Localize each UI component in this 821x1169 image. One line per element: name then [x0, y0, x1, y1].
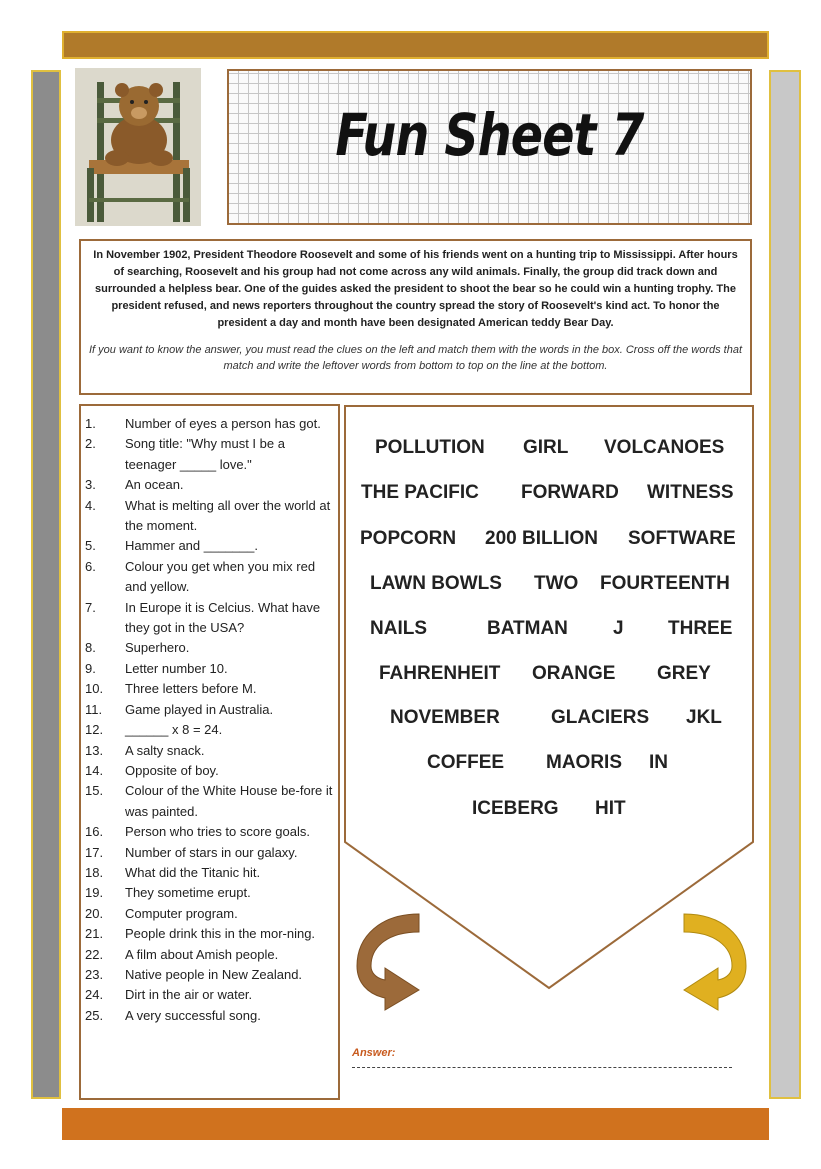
bottom-decor-bar [62, 1108, 769, 1140]
word-item: 200 BILLION [485, 528, 598, 549]
clue-text: Opposite of boy. [125, 762, 219, 778]
clue-item [85, 843, 334, 863]
clue-text: Number of eyes a person has got. [125, 416, 321, 431]
clue-number: 13. [85, 742, 104, 758]
clue-item [85, 822, 334, 842]
clue-item [85, 761, 334, 781]
clue-item [85, 475, 334, 495]
curved-arrow-right-icon [343, 910, 423, 1018]
clue-item [85, 945, 334, 965]
word-item: GREY [657, 663, 711, 684]
word-item: GIRL [523, 437, 569, 458]
clue-item [85, 985, 334, 1005]
clue-item [85, 1006, 334, 1026]
clue-text: A salty snack. [125, 742, 205, 758]
clue-number: 3. [85, 477, 96, 493]
word-box [343, 404, 755, 844]
clue-number: 16. [85, 824, 104, 840]
word-item: FOURTEENTH [600, 573, 730, 594]
clue-text: Colour you get when you mix red and yellow. [125, 558, 316, 595]
clue-number: 19. [85, 885, 104, 901]
word-item: FAHRENHEIT [379, 663, 501, 684]
clue-text: Dirt in the air or water. [125, 987, 253, 1003]
clue-number: 4. [85, 497, 96, 513]
clue-text: Three letters before M. [125, 681, 257, 697]
word-item: FORWARD [521, 482, 619, 503]
right-decor-bar [769, 70, 801, 1099]
clue-text: Superhero. [125, 640, 190, 656]
word-item: THE PACIFIC [361, 482, 479, 503]
word-item: JKL [686, 707, 722, 728]
clue-text: Letter number 10. [125, 660, 228, 676]
teddy-bear-on-chair-icon [75, 68, 201, 226]
clue-text: What is melting all over the world at the moment. [125, 497, 331, 534]
word-item: NAILS [370, 618, 427, 639]
answer-line[interactable] [352, 1067, 732, 1068]
clue-item [85, 741, 334, 761]
clue-item [85, 863, 334, 883]
answer-label: Answer: [352, 1047, 396, 1059]
title-box [227, 69, 752, 225]
clue-item [85, 720, 334, 740]
left-decor-bar [31, 70, 61, 1099]
clue-number: 14. [85, 762, 104, 778]
clue-item [85, 965, 334, 985]
clue-number: 18. [85, 864, 104, 880]
clue-text: Hammer and _______. [125, 538, 258, 554]
clue-item [85, 904, 334, 924]
clue-text: Song title: "Why must I be a teenager _____ love." [125, 436, 285, 472]
word-item: ORANGE [532, 663, 616, 684]
clue-item [85, 496, 334, 537]
clue-number: 24. [85, 987, 104, 1003]
clue-number: 25. [85, 1007, 104, 1023]
teddy-bear-photo [75, 68, 201, 226]
word-item: COFFEE [427, 752, 505, 773]
word-item: NOVEMBER [390, 707, 500, 728]
clue-text: An ocean. [125, 477, 184, 493]
word-item: MAORIS [546, 752, 622, 773]
story-text: In November 1902, President Theodore Roosevelt and some of his friends went on a hunting trip to Mississippi. After hours of searching, Roosevelt and his group had not come across any wild animals. Finally, the group did track down and surrounded a helpless bear. One of the guides asked the president to shoot the bear so he could win a hunting trophy. The president refused, and news reporters throughout the country spread the story of Roosevelt's kind act. To honor the president a day and month have been designated American teddy Bear Day. [93, 249, 738, 329]
clue-item [85, 659, 334, 679]
word-item: VOLCANOES [604, 437, 725, 458]
clue-number: 22. [85, 946, 104, 962]
clue-text: What did the Titanic hit. [125, 864, 261, 880]
clue-item [85, 679, 334, 699]
page-title: Fun Sheet 7 [335, 101, 644, 169]
clue-text: Person who tries to score goals. [125, 824, 310, 840]
clue-text: A very successful song. [125, 1007, 261, 1023]
word-item: BATMAN [487, 618, 568, 639]
clue-text: Native people in New Zealand. [125, 966, 303, 982]
clue-number: 11. [85, 701, 103, 717]
clue-number: 23. [85, 966, 104, 982]
word-item: GLACIERS [551, 707, 650, 728]
word-item: HIT [595, 798, 626, 819]
clue-number: 12. [85, 722, 104, 738]
story-box [79, 239, 752, 395]
clue-item [85, 536, 334, 556]
clue-text: A film about Amish people. [125, 946, 279, 962]
clue-number: 2. [85, 436, 96, 452]
clues-list [79, 404, 340, 1100]
clue-item [85, 434, 334, 475]
clue-number: 15. [85, 783, 104, 799]
clue-item [85, 700, 334, 720]
clue-text: Computer program. [125, 905, 238, 921]
clue-text: In Europe it is Celcius. What have they got in the USA? [125, 599, 321, 636]
word-item: THREE [668, 618, 733, 639]
word-item: IN [649, 752, 668, 773]
clue-number: 5. [85, 538, 96, 554]
clue-number: 20. [85, 905, 104, 921]
clue-number: 6. [85, 558, 96, 574]
clue-item [85, 598, 334, 639]
clue-number: 17. [85, 844, 104, 860]
clue-text: ______ x 8 = 24. [125, 722, 223, 738]
clue-number: 9. [85, 660, 96, 676]
clue-item [85, 557, 334, 598]
clue-item [85, 781, 334, 822]
clue-text: They sometime erupt. [125, 885, 251, 901]
word-item: SOFTWARE [628, 528, 736, 549]
curved-arrow-left-icon [680, 910, 760, 1018]
word-item: J [613, 618, 624, 639]
word-item: ICEBERG [472, 798, 559, 819]
clue-item [85, 883, 334, 903]
clue-text: Number of stars in our galaxy. [125, 844, 298, 860]
clue-number: 10. [85, 681, 104, 697]
word-item: POLLUTION [375, 437, 485, 458]
clue-number: 1. [85, 416, 96, 431]
clue-item [85, 414, 334, 434]
instructions-text: If you want to know the answer, you must read the clues on the left and match them with the words in the box. Cross off the words that match and write the leftover words from bottom to top on the line at the bottom. [89, 344, 743, 372]
clue-text: Colour of the White House be-fore it was painted. [125, 783, 333, 819]
word-item: LAWN BOWLS [370, 573, 502, 594]
clue-item [85, 924, 334, 944]
clue-text: People drink this in the mor-ning. [125, 926, 316, 942]
top-decor-bar [62, 31, 769, 59]
clue-number: 7. [85, 599, 96, 615]
clue-text: Game played in Australia. [125, 701, 274, 717]
word-item: POPCORN [360, 528, 457, 549]
word-item: WITNESS [647, 482, 734, 503]
clue-item [85, 638, 334, 658]
clue-number: 21. [85, 926, 104, 942]
word-item: TWO [534, 573, 579, 594]
clue-number: 8. [85, 640, 96, 656]
